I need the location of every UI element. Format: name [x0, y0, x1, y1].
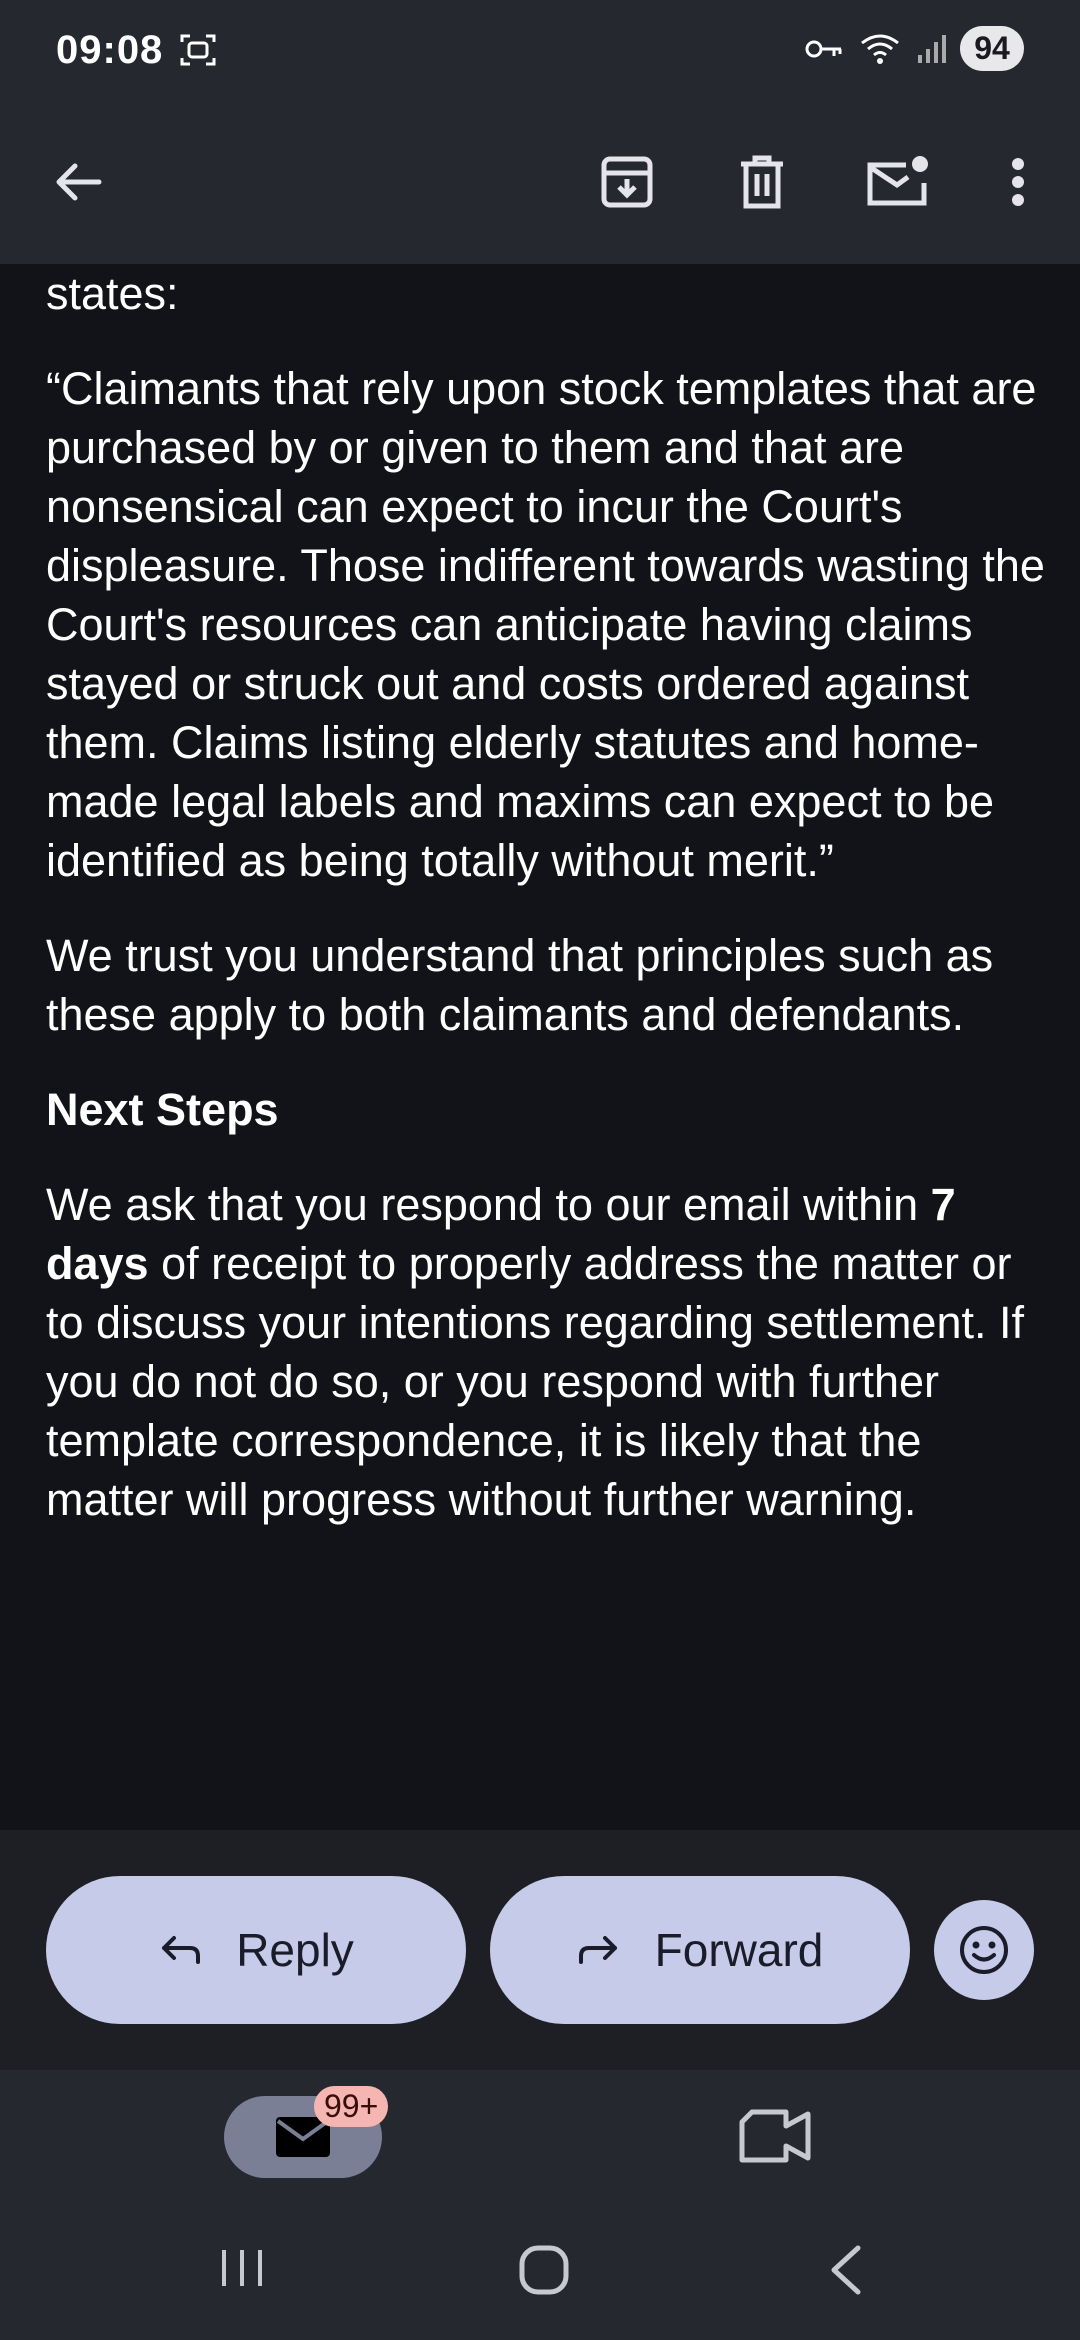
archive-icon [600, 155, 654, 209]
unread-count-badge: 99+ [314, 2086, 388, 2127]
mark-unread-button[interactable] [858, 142, 938, 222]
emoji-icon [958, 1924, 1010, 1976]
delete-icon [737, 154, 787, 210]
archive-button[interactable] [587, 142, 667, 222]
next-steps-deadline: 7 days [46, 1179, 956, 1289]
meet-video-icon[interactable] [738, 2106, 814, 2166]
delete-button[interactable] [722, 142, 802, 222]
next-steps-text-2: of receipt to properly address the matter or to discuss your intentions regarding settlement. If you do not do so, or you respond with further template correspondence, it is likely that the matter will progress without further warning. [46, 1238, 1025, 1525]
wifi-icon [858, 31, 902, 67]
status-icons [804, 26, 1024, 71]
status-time: 09:08 [56, 28, 164, 72]
back-arrow-icon [53, 160, 103, 204]
forward-button[interactable] [490, 1876, 910, 2024]
screen-record-icon [178, 32, 218, 68]
recent-apps-icon[interactable] [218, 2244, 266, 2292]
next-steps-paragraph [46, 1175, 1046, 1529]
app-bar [0, 100, 1080, 264]
signal-icon [916, 33, 946, 65]
reply-actions [0, 1830, 1080, 2070]
bottom-navigation [0, 2070, 1080, 2200]
more-vert-icon [1011, 157, 1025, 207]
reply-icon [158, 1932, 202, 1968]
back-nav-icon[interactable] [826, 2244, 866, 2296]
mark-unread-icon [866, 155, 930, 209]
forward-icon [577, 1932, 621, 1968]
next-steps-text-1: We ask that you respond to our email within [46, 1179, 931, 1230]
back-button[interactable] [38, 142, 118, 222]
text-fragment: states: [46, 268, 179, 319]
status-bar [0, 0, 1080, 100]
vpn-key-icon [804, 37, 844, 61]
reply-button[interactable] [46, 1876, 466, 2024]
next-steps-heading: Next Steps [46, 1084, 279, 1135]
forward-label: Forward [654, 1924, 824, 1976]
trust-paragraph: We trust you understand that principles such as these apply to both claimants and defendants. [46, 930, 994, 1040]
emoji-reaction-button[interactable] [934, 1900, 1034, 2000]
quote-paragraph: “Claimants that rely upon stock templates that are purchased by or given to them and that are nonsensical can expect to incur the Court's displeasure. Those indifferent towards wasting the Court's resources can anticipate having claims stayed or struck out and costs ordered against them. Claims listing elderly statutes and home-made legal labels and maxims can expect to be identified as being totally without merit.” [46, 363, 1045, 886]
home-icon[interactable] [518, 2244, 570, 2296]
more-options-button[interactable] [978, 142, 1058, 222]
email-body[interactable] [0, 264, 1080, 1830]
reply-label: Reply [236, 1924, 354, 1976]
system-navigation-bar [0, 2200, 1080, 2340]
battery-level: 94 [960, 26, 1024, 71]
